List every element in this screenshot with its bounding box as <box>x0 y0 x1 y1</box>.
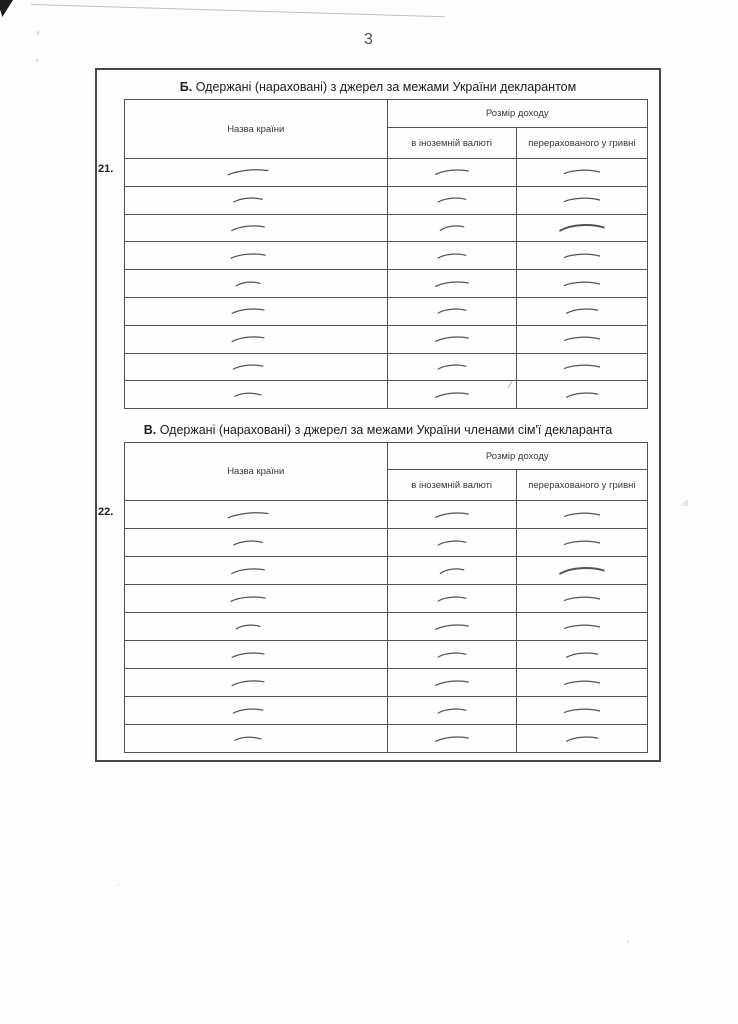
table-row <box>125 270 648 298</box>
table-row <box>125 613 648 641</box>
scan-speck <box>36 59 38 62</box>
column-header-foreign-currency: в іноземній валюті <box>387 470 516 501</box>
column-header-country-name: Назва країни <box>125 443 388 501</box>
table-wrapper <box>98 99 648 409</box>
handwritten-dash-mark <box>117 566 379 576</box>
handwritten-dash-mark <box>517 706 647 716</box>
handwritten-dash-mark <box>517 566 647 576</box>
handwritten-dash-mark <box>517 538 647 548</box>
cell-income-hryvnia <box>516 529 647 557</box>
handwritten-dash-mark <box>517 510 647 520</box>
table-row <box>125 501 648 529</box>
cell-income-hryvnia <box>516 270 647 298</box>
cell-income-foreign-currency <box>387 214 516 242</box>
table-row <box>125 641 648 669</box>
column-header-income-size: Розмір доходу <box>387 100 647 128</box>
cell-income-hryvnia <box>516 725 647 753</box>
cell-income-foreign-currency <box>387 613 516 641</box>
cell-income-hryvnia <box>516 697 647 725</box>
handwritten-dash-mark <box>517 334 647 344</box>
cell-income-hryvnia <box>516 669 647 697</box>
cell-country-name <box>125 353 388 381</box>
handwritten-dash-mark <box>117 390 379 400</box>
cell-country-name <box>125 214 388 242</box>
item-number-21: 21. <box>98 163 114 175</box>
handwritten-dash-mark <box>388 706 516 716</box>
cell-income-hryvnia <box>516 613 647 641</box>
section-b-income-outside-ukraine-declarant <box>97 79 659 409</box>
table-row <box>125 214 648 242</box>
table-row <box>125 697 648 725</box>
cell-income-foreign-currency <box>387 325 516 353</box>
handwritten-dash-mark <box>388 251 516 261</box>
cell-country-name <box>125 613 388 641</box>
handwritten-dash-mark <box>388 279 516 289</box>
cell-country-name <box>125 325 388 353</box>
handwritten-dash-mark <box>117 706 379 716</box>
table-row <box>125 242 648 270</box>
handwritten-dash-mark <box>517 167 647 177</box>
section-title <box>97 79 659 96</box>
cell-income-foreign-currency <box>387 697 516 725</box>
column-header-country-name: Назва країни <box>125 100 388 159</box>
column-header-converted-hryvnia: перерахованого у гривні <box>516 470 647 501</box>
handwritten-dash-mark <box>117 510 379 520</box>
handwritten-dash-mark <box>117 306 379 316</box>
handwritten-dash-mark <box>517 195 647 205</box>
column-header-foreign-currency: в іноземній валюті <box>387 128 516 159</box>
section-title-text: Одержані (нараховані) з джерел за межами України членами сім'ї декларанта <box>156 423 613 438</box>
scan-corner-artifact <box>0 0 13 17</box>
section-v-income-outside-ukraine-family <box>97 422 659 753</box>
cell-income-hryvnia <box>516 214 647 242</box>
cell-income-foreign-currency <box>387 669 516 697</box>
handwritten-dash-mark <box>517 594 647 604</box>
cell-income-foreign-currency <box>387 641 516 669</box>
cell-income-hryvnia <box>516 325 647 353</box>
handwritten-dash-mark <box>517 306 647 316</box>
handwritten-dash-mark <box>117 362 379 372</box>
cell-country-name <box>125 669 388 697</box>
handwritten-dash-mark <box>388 650 516 660</box>
cell-country-name <box>125 641 388 669</box>
scan-speck <box>627 940 629 943</box>
table-row <box>125 669 648 697</box>
cell-income-foreign-currency <box>387 557 516 585</box>
handwritten-dash-mark <box>517 390 647 400</box>
cell-income-foreign-currency <box>387 585 516 613</box>
cell-country-name <box>125 557 388 585</box>
handwritten-dash-mark <box>388 538 516 548</box>
cell-income-foreign-currency <box>387 501 516 529</box>
income-table-family <box>124 442 648 753</box>
scan-smudge-artifact: .dl <box>680 500 689 508</box>
item-number-22: 22. <box>98 506 114 519</box>
cell-country-name <box>125 585 388 613</box>
handwritten-dash-mark <box>388 362 516 372</box>
handwritten-dash-mark <box>117 650 379 660</box>
cell-income-hryvnia <box>516 585 647 613</box>
cell-income-hryvnia <box>516 186 647 214</box>
handwritten-dash-mark <box>388 510 516 520</box>
table-row <box>125 325 648 353</box>
cell-income-foreign-currency <box>387 381 516 409</box>
handwritten-dash-mark <box>117 251 379 261</box>
table-wrapper <box>98 442 648 753</box>
table-row <box>125 353 648 381</box>
cell-country-name <box>125 501 388 529</box>
scan-speck <box>117 884 119 886</box>
handwritten-dash-mark <box>117 734 379 744</box>
cell-country-name <box>125 697 388 725</box>
handwritten-dash-mark <box>517 362 647 372</box>
column-header-converted-hryvnia: перерахованого у гривні <box>516 128 647 159</box>
cell-country-name <box>125 270 388 298</box>
handwritten-dash-mark <box>517 678 647 688</box>
cell-country-name <box>125 725 388 753</box>
handwritten-dash-mark <box>117 223 379 233</box>
handwritten-dash-mark <box>117 334 379 344</box>
table-row <box>125 557 648 585</box>
scan-line-artifact <box>31 4 445 17</box>
table-body <box>125 501 648 753</box>
declaration-form-border <box>95 68 661 762</box>
cell-income-foreign-currency <box>387 353 516 381</box>
cell-income-hryvnia <box>516 297 647 325</box>
cell-income-hryvnia <box>516 381 647 409</box>
table-row <box>125 529 648 557</box>
table-row <box>125 297 648 325</box>
cell-income-hryvnia <box>516 242 647 270</box>
cell-income-hryvnia <box>516 353 647 381</box>
cell-income-foreign-currency <box>387 186 516 214</box>
section-title <box>97 422 659 439</box>
cell-country-name <box>125 159 388 187</box>
handwritten-dash-mark <box>388 195 516 205</box>
cell-income-foreign-currency <box>387 242 516 270</box>
handwritten-dash-mark <box>117 594 379 604</box>
cell-country-name <box>125 242 388 270</box>
cell-country-name <box>125 297 388 325</box>
handwritten-dash-mark <box>388 622 516 632</box>
table-row <box>125 159 648 187</box>
cell-income-hryvnia <box>516 159 647 187</box>
column-header-income-size: Розмір доходу <box>387 443 647 470</box>
handwritten-dash-mark <box>117 678 379 688</box>
section-title-text: Одержані (нараховані) з джерел за межами України декларантом <box>192 80 577 94</box>
page-number: 3 <box>364 31 374 48</box>
handwritten-dash-mark <box>117 279 379 289</box>
cell-income-foreign-currency <box>387 529 516 557</box>
handwritten-dash-mark <box>388 306 516 316</box>
handwritten-dash-mark <box>517 734 647 744</box>
handwritten-dash-mark <box>388 566 516 576</box>
cell-income-hryvnia <box>516 501 647 529</box>
handwritten-dash-mark <box>388 334 516 344</box>
handwritten-dash-mark <box>117 622 379 632</box>
handwritten-dash-mark <box>517 279 647 289</box>
handwritten-dash-mark <box>517 251 647 261</box>
handwritten-dash-mark <box>517 622 647 632</box>
cell-income-foreign-currency <box>387 297 516 325</box>
handwritten-dash-mark <box>517 650 647 660</box>
table-row <box>125 725 648 753</box>
cell-income-hryvnia <box>516 557 647 585</box>
handwritten-dash-mark <box>388 223 516 233</box>
table-body <box>125 159 648 409</box>
cell-country-name <box>125 186 388 214</box>
handwritten-dash-mark <box>388 390 516 400</box>
handwritten-dash-mark <box>388 167 516 177</box>
handwritten-dash-mark <box>517 223 647 233</box>
table-row <box>125 381 648 409</box>
handwritten-dash-mark <box>388 594 516 604</box>
handwritten-dash-mark <box>117 195 379 205</box>
cell-income-foreign-currency <box>387 725 516 753</box>
section-letter: В. <box>143 423 157 438</box>
cell-country-name <box>125 529 388 557</box>
handwritten-dash-mark <box>388 734 516 744</box>
cell-income-foreign-currency <box>387 270 516 298</box>
section-letter: Б. <box>179 80 193 94</box>
cell-income-foreign-currency <box>387 159 516 187</box>
table-row <box>125 585 648 613</box>
handwritten-dash-mark <box>388 678 516 688</box>
cell-country-name <box>125 381 388 409</box>
table-row <box>125 186 648 214</box>
income-table-declarant <box>124 99 648 409</box>
cell-income-hryvnia <box>516 641 647 669</box>
handwritten-dash-mark <box>117 538 379 548</box>
handwritten-dash-mark <box>117 167 379 177</box>
